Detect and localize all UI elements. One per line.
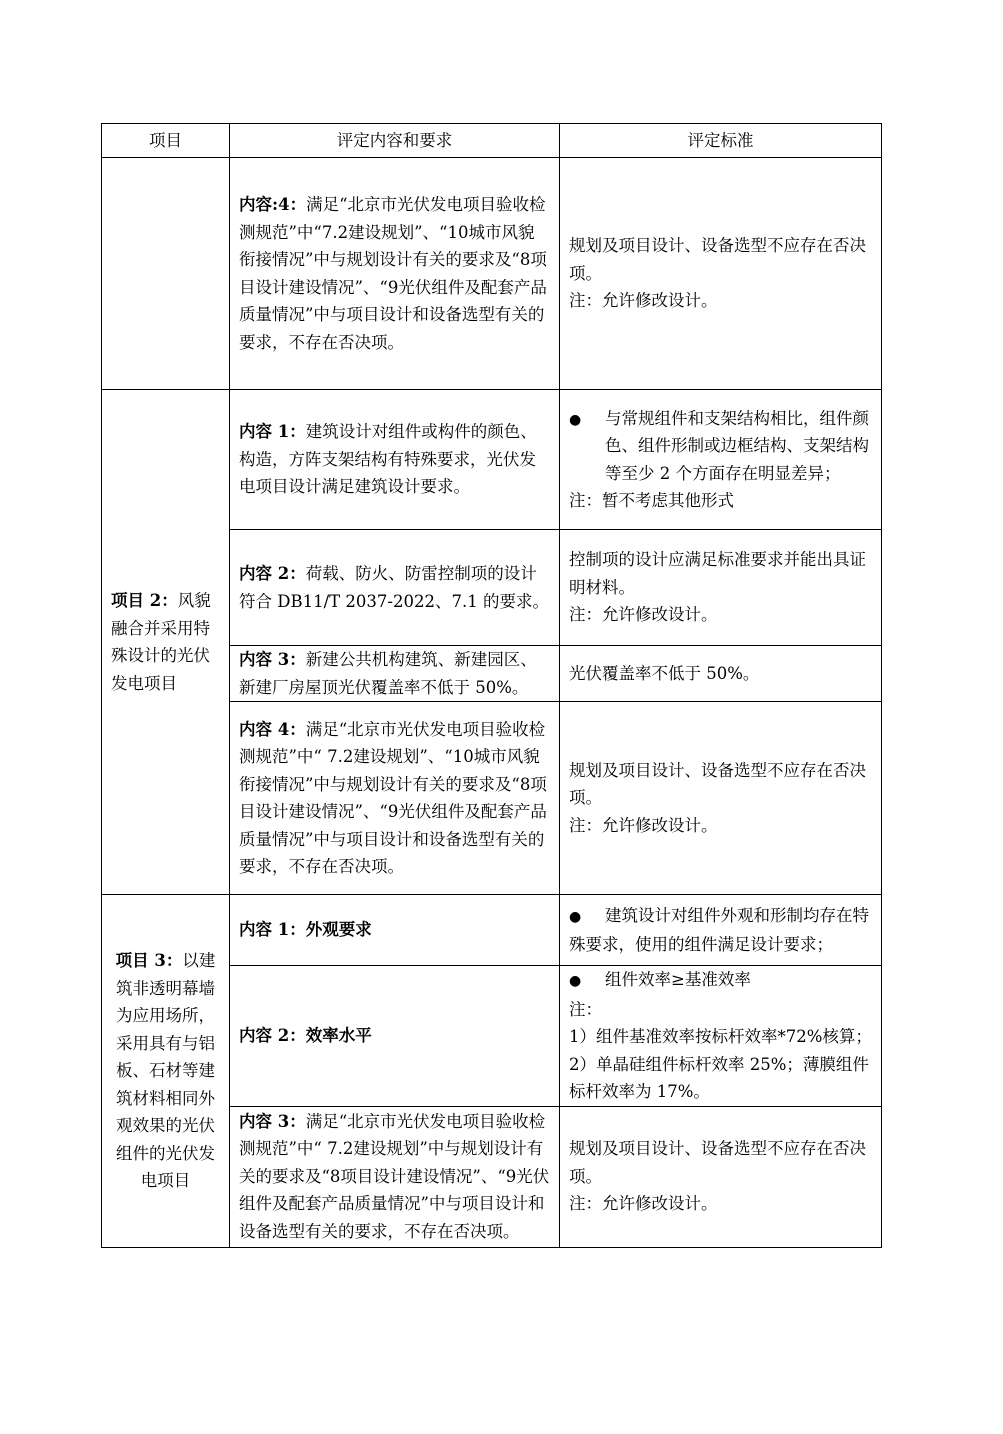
- standard-text: 规划及项目设计、设备选型不应存在否决项。: [569, 1139, 866, 1186]
- content-cell: [230, 895, 560, 966]
- content-label: 内容 4：: [239, 719, 306, 739]
- content-label: 内容 1：: [239, 422, 306, 442]
- project-2-label: 项目 2：: [111, 591, 178, 610]
- bullet-icon: [569, 405, 605, 435]
- standard-note-2: 2）单晶硅组件标杆效率 25%；薄膜组件标杆效率为 17%。: [569, 1054, 869, 1101]
- project-cell-empty: [102, 158, 230, 390]
- content-cell: [230, 158, 560, 390]
- standard-bullet: 建筑设计对组件外观和形制均存在特殊要求，使用的组件满足设计要求；: [569, 905, 869, 954]
- table-header-row: [102, 124, 882, 158]
- content-cell: [230, 530, 560, 646]
- standard-cell: [560, 390, 882, 530]
- standard-text: 光伏覆盖率不低于 50%。: [569, 663, 760, 683]
- header-project: 项目: [102, 124, 230, 158]
- standard-bullet: ● 与常规组件和支架结构相比，组件颜色、组件形制或边框结构、支架结构等至少 2 个方面存在明显差异；: [569, 405, 872, 488]
- standard-note: 注：允许修改设计。: [569, 605, 718, 625]
- content-cell: [230, 390, 560, 530]
- content-cell: [230, 966, 560, 1107]
- content-text: 外观要求: [305, 920, 372, 940]
- content-text: 效率水平: [305, 1026, 372, 1045]
- standard-note: 注：允许修改设计。: [569, 815, 718, 835]
- standard-cell: [560, 530, 882, 646]
- content-text: 建筑设计对组件或构件的颜色、构造，方阵支架结构有特殊要求，光伏发电项目设计满足建筑设计要求。: [239, 422, 537, 497]
- standard-cell: [560, 646, 882, 702]
- bullet-icon: [569, 966, 605, 996]
- table-row: [102, 895, 882, 966]
- standard-text: 控制项的设计应满足标准要求并能出具证明材料。: [569, 550, 866, 597]
- content-label: 内容 3：: [239, 1111, 306, 1131]
- project-3-text: 以建筑非透明幕墙为应用场所，采用具有与铝板、石材等建筑材料相同外观效果的光伏组件的光伏发电项目: [116, 951, 216, 1190]
- table-row: [102, 390, 882, 530]
- content-cell: [230, 646, 560, 702]
- standard-note: 注：允许修改设计。: [569, 1194, 718, 1214]
- standard-cell: [560, 702, 882, 895]
- table-row: [102, 158, 882, 390]
- standard-cell: [560, 1106, 882, 1247]
- header-content: 评定内容和要求: [230, 124, 560, 158]
- content-label: 内容:4：: [239, 195, 307, 214]
- content-label: 内容 2：: [239, 564, 306, 583]
- content-label: 内容 2：: [239, 1026, 306, 1045]
- content-label: 内容 3：: [239, 650, 306, 669]
- standard-note: 注：: [569, 999, 602, 1019]
- bullet-icon: [569, 902, 605, 932]
- standard-note: 注：允许修改设计。: [569, 291, 718, 311]
- project-3-label: 项目 3：: [115, 951, 183, 970]
- project-2-text: 风貌融合并采用特殊设计的光伏发电项目: [111, 591, 211, 693]
- standard-cell: [560, 158, 882, 390]
- content-text: 满足“北京市光伏发电项目验收检测规范”中“7.2建设规划”、“10城市风貌衔接情况”中与规划设计有关的要求及“8项目设计建设情况”、“9光伏组件及配套产品质量情况”中与项目设计和设备选型有关的要求，不存在否决项。: [239, 195, 547, 352]
- standard-text: 规划及项目设计、设备选型不应存在否决项。: [569, 236, 866, 283]
- standard-note-1: 1）组件基准效率按标杆效率*72%核算；: [569, 1027, 872, 1046]
- evaluation-table: [101, 123, 882, 1248]
- content-text: 新建公共机构建筑、新建园区、新建厂房屋顶光伏覆盖率不低于 50%。: [239, 650, 537, 697]
- content-text: 荷载、防火、防雷控制项的设计符合 DB11/T 2037-2022、7.1 的要求。: [239, 564, 549, 611]
- standard-note: 注：暂不考虑其他形式: [569, 491, 734, 510]
- standard-cell: [560, 895, 882, 966]
- content-text: 满足“北京市光伏发电项目验收检测规范”中“ 7.2建设规划”中与规划设计有关的要求及“8项目设计建设情况”、“9光伏组件及配套产品质量情况”中与项目设计和设备选型有关的要求，不存在否决项。: [239, 1111, 550, 1241]
- header-standard: 评定标准: [560, 124, 882, 158]
- project-2-cell: [102, 390, 230, 895]
- content-label: 内容 1：: [239, 920, 306, 940]
- content-text: 满足“北京市光伏发电项目验收检测规范”中“ 7.2建设规划”、“10城市风貌衔接情况”中与规划设计有关的要求及“8项目设计建设情况”、“9光伏组件及配套产品质量情况”中与项目设计和设备选型有关的要求，不存在否决项。: [239, 719, 547, 876]
- content-cell: [230, 1106, 560, 1247]
- standard-text: 规划及项目设计、设备选型不应存在否决项。: [569, 760, 866, 808]
- project-3-cell: [102, 895, 230, 1248]
- standard-bullet: ● 组件效率≥基准效率: [569, 966, 872, 996]
- standard-cell: [560, 966, 882, 1107]
- content-cell: [230, 702, 560, 895]
